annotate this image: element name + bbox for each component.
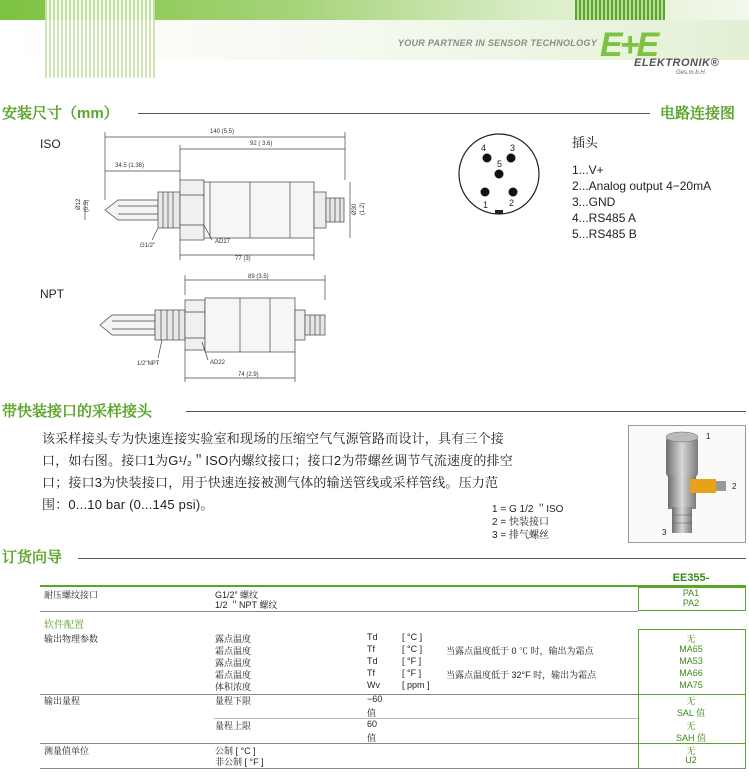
pin-label-5: 5 [497, 159, 503, 169]
row-option: 1/2 ＂NPT 螺纹 [215, 600, 278, 610]
iso-dim-body: 92 ( 3.6) [250, 141, 273, 147]
ordering-title: 订货向导 [2, 549, 63, 566]
row-unit: [ °C ] [402, 644, 423, 654]
connector-diagram [455, 130, 545, 220]
pin-label-1: 1 [483, 200, 489, 210]
row-group: 输出量程 [44, 696, 81, 706]
table-row [0, 694, 749, 706]
row-option: 体积浓度 [215, 682, 252, 692]
iso-dim-dia-right: Ø30 [352, 203, 358, 215]
callout-1: 1 [706, 432, 711, 441]
pin-item: 4...RS485 A [572, 211, 637, 225]
iso-drawing [60, 120, 380, 270]
pin-label-4: 4 [481, 143, 487, 153]
row-group: 测量值单位 [44, 746, 90, 756]
header-bars-right [575, 0, 665, 20]
row-code: MA75 [679, 680, 703, 690]
table-row [0, 644, 749, 656]
pin-label-3: 3 [510, 143, 516, 153]
legend-item: 1 = G 1/2 ＂ISO [492, 504, 564, 515]
row-unit: [ °F ] [402, 668, 422, 678]
npt-thread: 1/2"NPT [137, 361, 160, 367]
row-code: MA53 [679, 656, 703, 666]
ordering-rule [78, 558, 746, 559]
row-option: 量程上限 [215, 721, 252, 731]
pin-item: 5...RS485 B [572, 227, 637, 241]
row-code: 无 [686, 634, 696, 644]
iso-dim-dia-left-in: (0.5) [84, 199, 90, 212]
row-symbol: 60 [367, 719, 378, 729]
logo-sub: Ges.m.b.H. [676, 70, 707, 76]
sampling-fitting-image [628, 425, 746, 543]
table-row [0, 616, 749, 631]
table-row [0, 755, 749, 767]
iso-dim-overall: 140 (5.5) [210, 129, 235, 135]
callout-2: 2 [732, 482, 737, 491]
connector-label: 插头 [572, 135, 599, 150]
pin-item: 2...Analog output 4−20mA [572, 179, 712, 193]
dimensions-rule [138, 113, 650, 114]
header-bars [45, 0, 155, 78]
row-symbol: Tf [367, 668, 375, 678]
row-code: 无 [686, 696, 696, 706]
table-row [0, 668, 749, 680]
pin-label-2: 2 [509, 198, 515, 208]
sampling-line: 口；接口3为快装接口，用于快速连接被测气体的输送管线或采样管线。压力范 [42, 475, 499, 490]
row-option: 量程下限 [215, 696, 252, 706]
pin-list [572, 162, 711, 242]
row-group: 耐压螺纹接口 [44, 590, 99, 600]
row-code: PA1 [682, 588, 700, 598]
pin-item: 3...GND [572, 195, 616, 209]
table-row [0, 598, 749, 610]
row-code: SAH 值 [675, 733, 706, 743]
sampling-line: 口，如右图。接口1为G¹/₂＂ISO内螺纹接口；接口2为带螺丝调节气流速度的排空 [42, 453, 513, 468]
row-note: 当露点温度低于 32°F 时，输出为霜点 [446, 670, 597, 680]
row-symbol: Td [367, 656, 378, 666]
npt-label: NPT [40, 287, 64, 301]
callout-3: 3 [662, 528, 667, 537]
table-row [0, 632, 749, 644]
row-unit: [ ppm ] [402, 680, 430, 690]
row-group: 输出物理参数 [44, 634, 99, 644]
dimensions-title: 安装尺寸（mm） [2, 105, 119, 122]
npt-dim-base: 74 (2.9) [238, 372, 259, 378]
row-code: 无 [686, 721, 696, 731]
row-option: 非公制 [ °F ] [215, 757, 264, 767]
iso-wrench: AD27 [215, 239, 231, 245]
table-row [0, 719, 749, 731]
tagline: YOUR PARTNER IN SENSOR TECHNOLOGY [397, 38, 597, 48]
row-code: 无 [686, 746, 696, 756]
row-symbol: Tf [367, 644, 375, 654]
row-unit: [ °F ] [402, 656, 422, 666]
row-option: 露点温度 [215, 634, 252, 644]
row-code: SAL 值 [676, 708, 706, 718]
row-sep [40, 611, 638, 612]
row-option: 公制 [ °C ] [215, 746, 256, 756]
row-option: 霜点温度 [215, 670, 252, 680]
row-code: MA66 [679, 668, 703, 678]
page-header [0, 0, 749, 80]
table-bottom-rule [40, 768, 746, 769]
circuit-title: 电路连接图 [660, 105, 736, 122]
model-code: EE355- [672, 572, 710, 584]
sampling-legend [492, 503, 563, 542]
iso-thread: G1/2" [140, 243, 156, 249]
sampling-line: 围：0...10 bar (0...145 psi)。 [42, 497, 214, 512]
row-code: PA2 [682, 598, 700, 608]
logo-mark: E+E [600, 26, 657, 64]
row-symbol: 值 [367, 733, 377, 743]
row-group: 软件配置 [44, 620, 84, 631]
legend-item: 3 = 排气螺丝 [492, 530, 549, 541]
row-code: MA65 [679, 644, 703, 654]
row-option: G1/2” 螺纹 [215, 590, 259, 600]
sampling-title: 带快装接口的采样接头 [2, 403, 153, 420]
pin-item: 1...V+ [572, 163, 604, 177]
iso-label: ISO [40, 137, 61, 151]
logo-name: ELEKTRONIK® [634, 57, 720, 69]
row-unit: [ °C ] [402, 632, 423, 642]
npt-dim-overall: 89 (3.5) [248, 274, 269, 280]
row-note: 当露点温度低于 0 ℃ 时，输出为霜点 [446, 646, 594, 656]
table-row [0, 706, 749, 718]
iso-dim-base: 77 (3) [235, 256, 251, 262]
npt-drawing [90, 270, 330, 385]
npt-wrench: AD22 [210, 360, 226, 366]
row-code: U2 [685, 755, 697, 765]
row-option: 霜点温度 [215, 646, 252, 656]
row-symbol: Wv [367, 680, 380, 690]
table-row [0, 731, 749, 743]
iso-dim-dia-left: Ø12 [76, 198, 82, 210]
table-row [0, 680, 749, 692]
sampling-rule [186, 411, 746, 412]
iso-dim-dia-right-in: (1.2) [360, 202, 366, 215]
row-symbol: Td [367, 632, 378, 642]
iso-dim-tip: 34.5 (1.36) [115, 163, 145, 169]
row-symbol: 值 [367, 708, 377, 718]
row-symbol: −60 [367, 694, 383, 704]
sampling-line: 该采样接头专为快速连接实验室和现场的压缩空气气源管路而设计，具有三个接 [42, 431, 505, 446]
table-row [0, 656, 749, 668]
legend-item: 2 = 快装接口 [492, 517, 549, 528]
row-option: 露点温度 [215, 658, 252, 668]
